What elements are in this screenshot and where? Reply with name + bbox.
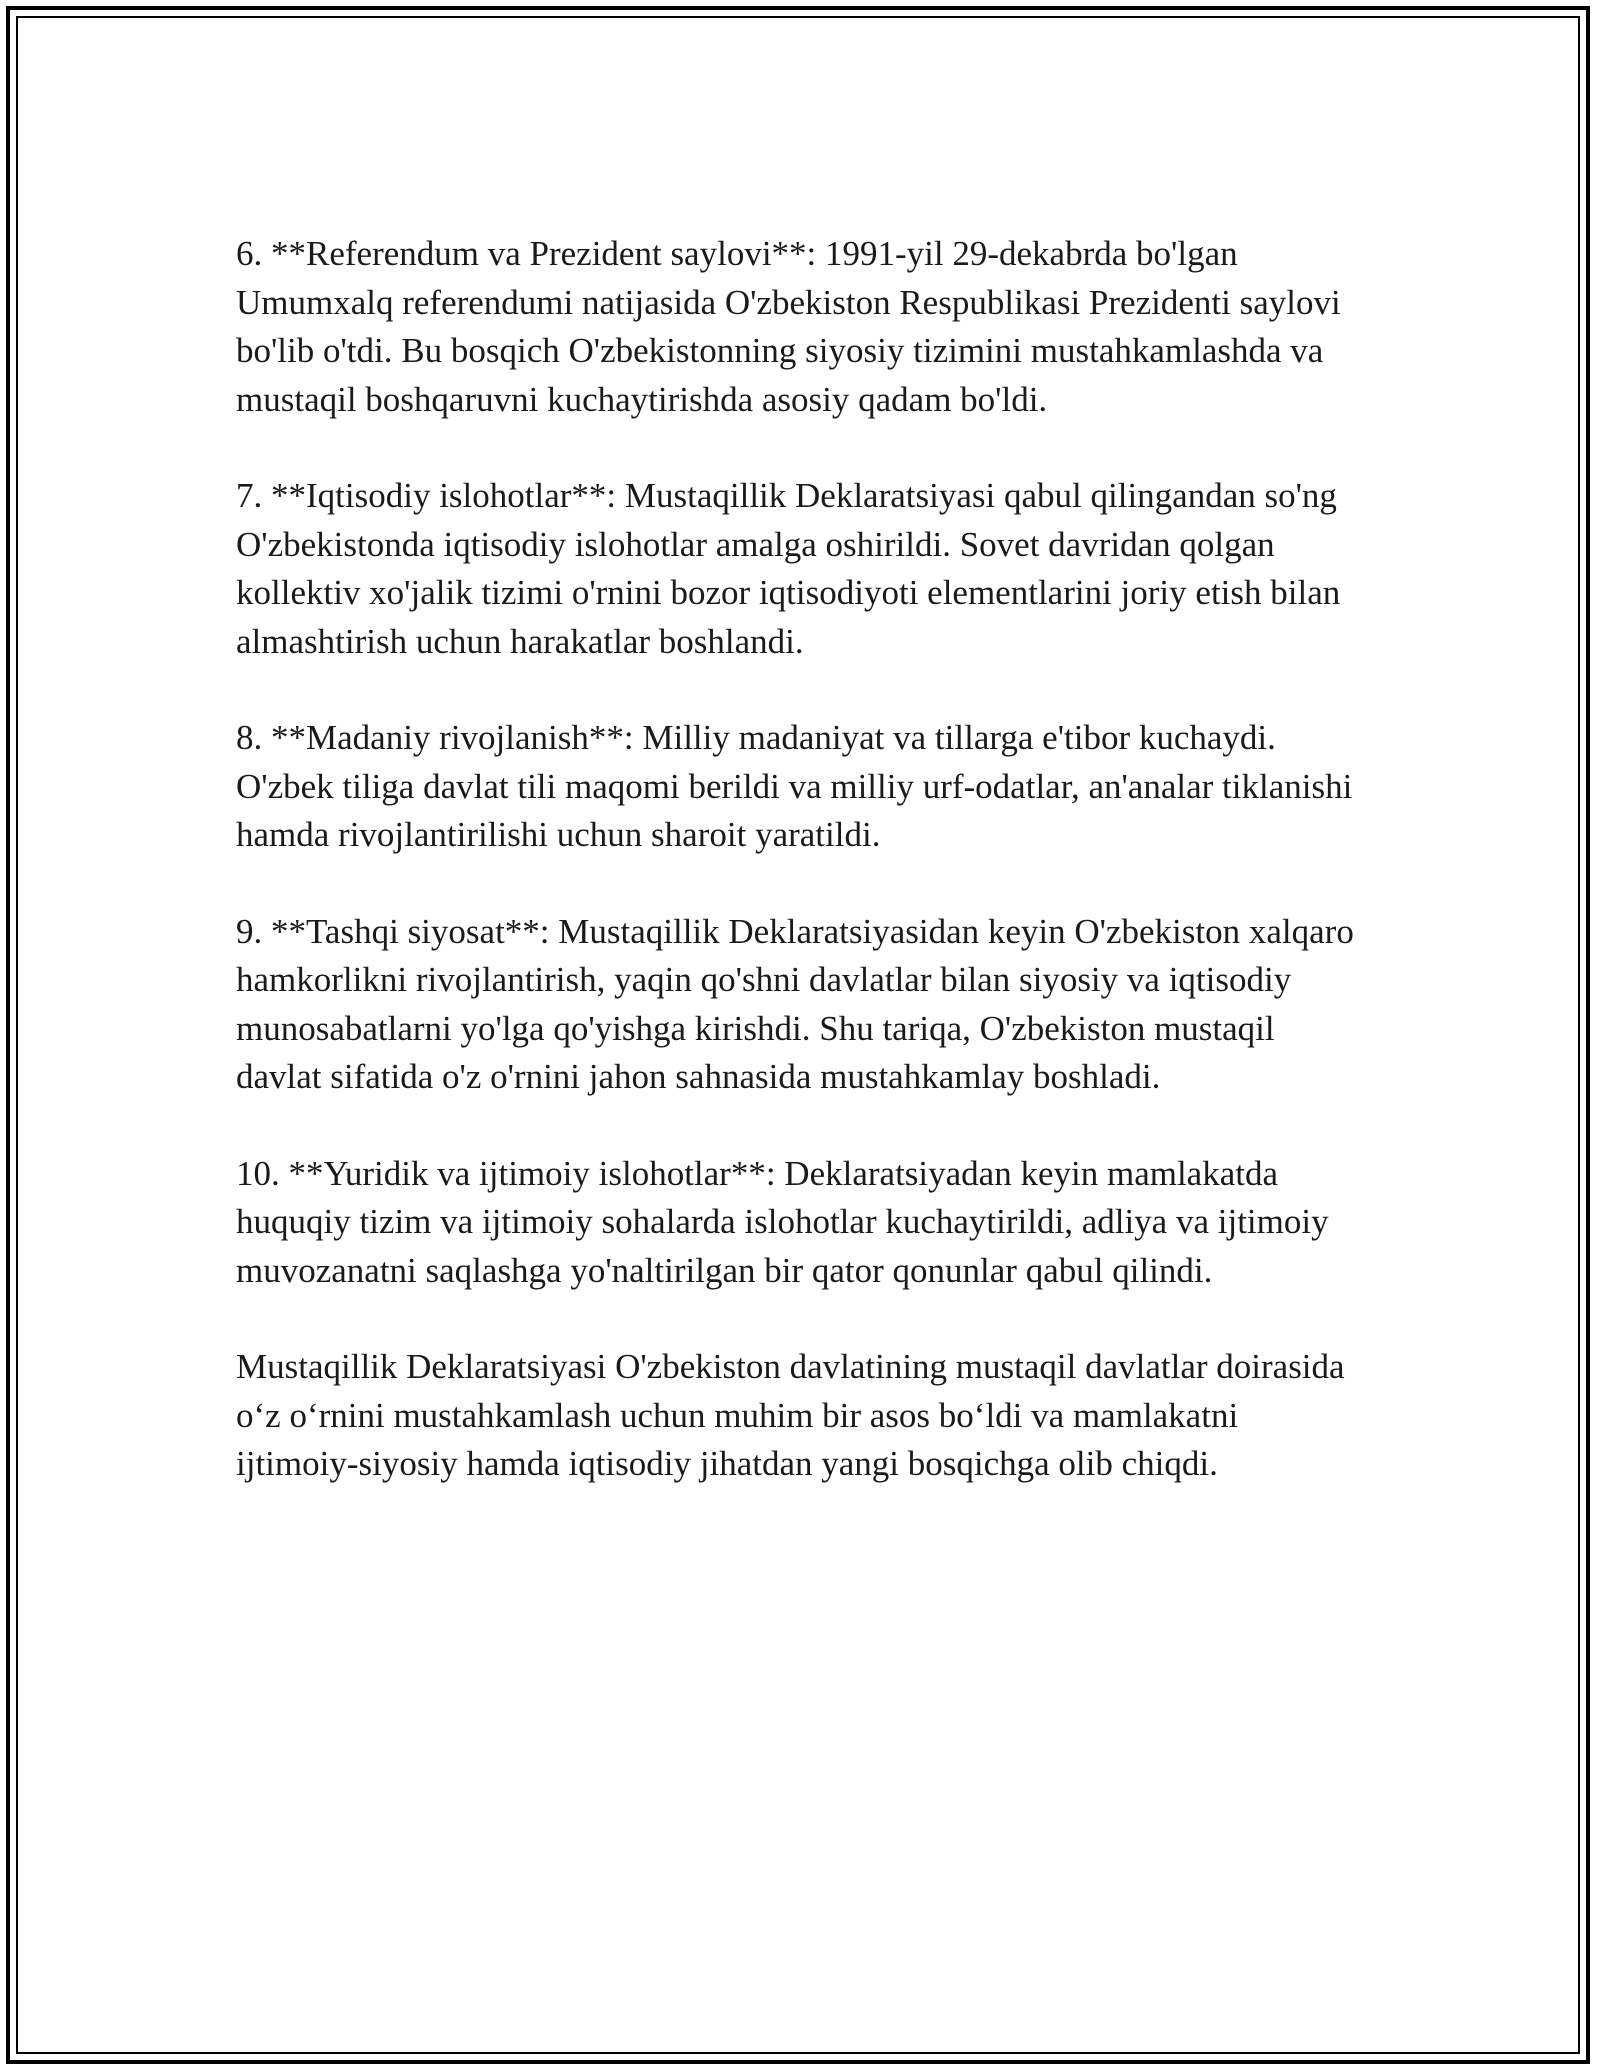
paragraph-cultural-development: 8. **Madaniy rivojlanish**: Milliy madaniyat va tillarga e'tibor kuchaydi. O'zbek tiliga davlat tili maqomi berildi va milliy urf-odatlar, an'analar tiklanishi hamda rivojlantirilishi uchun sharoit yaratildi. bbox=[236, 718, 1353, 854]
paragraph-economic-reforms: 7. **Iqtisodiy islohotlar**: Mustaqillik Deklaratsiyasi qabul qilingandan so'ng O'zbekistonda iqtisodiy islohotlar amalga oshirildi. Sovet davridan qolgan kollektiv xo'jalik tizimi o'rnini bozor iqtisodiyoti elementlarini joriy etish bilan almashtirish uchun harakatlar boshlandi. bbox=[236, 476, 1341, 661]
paragraph-foreign-policy: 9. **Tashqi siyosat**: Mustaqillik Deklaratsiyasidan keyin O'zbekiston xalqaro hamkorlikni rivojlantirish, yaqin qo'shni davlatlar bilan siyosiy va iqtisodiy munosabatlarni yo'lga qo'yishga kirishdi. Shu tariqa, O'zbekiston mustaqil davlat sifatida o'z o'rnini jahon sahnasida mustahkamlay boshladi. bbox=[236, 911, 1354, 1096]
paragraph-conclusion: Mustaqillik Deklaratsiyasi O'zbekiston davlatining mustaqil davlatlar doirasida oʻz oʻrnini mustahkamlash uchun muhim bir asos boʻldi va mamlakatni ijtimoiy-siyosiy hamda iqtisodiy jihatdan yangi bosqichga olib chiqdi. bbox=[236, 1347, 1345, 1483]
document-body bbox=[236, 230, 1356, 1489]
paragraph-referendum: 6. **Referendum va Prezident saylovi**: 1991-yil 29-dekabrda bo'lgan Umumxalq referendumi natijasida O'zbekiston Respublikasi Prezidenti saylovi bo'lib o'tdi. Bu bosqich O'zbekistonning siyosiy tizimini mustahkamlashda va mustaqil boshqaruvni kuchaytirishda asosiy qadam bo'ldi. bbox=[236, 234, 1341, 419]
paragraph-legal-social-reforms: 10. **Yuridik va ijtimoiy islohotlar**: Deklaratsiyadan keyin mamlakatda huquqiy tizim va ijtimoiy sohalarda islohotlar kuchaytirildi, adliya va ijtimoiy muvozanatni saqlashga yo'naltirilgan bir qator qonunlar qabul qilindi. bbox=[236, 1153, 1329, 1290]
